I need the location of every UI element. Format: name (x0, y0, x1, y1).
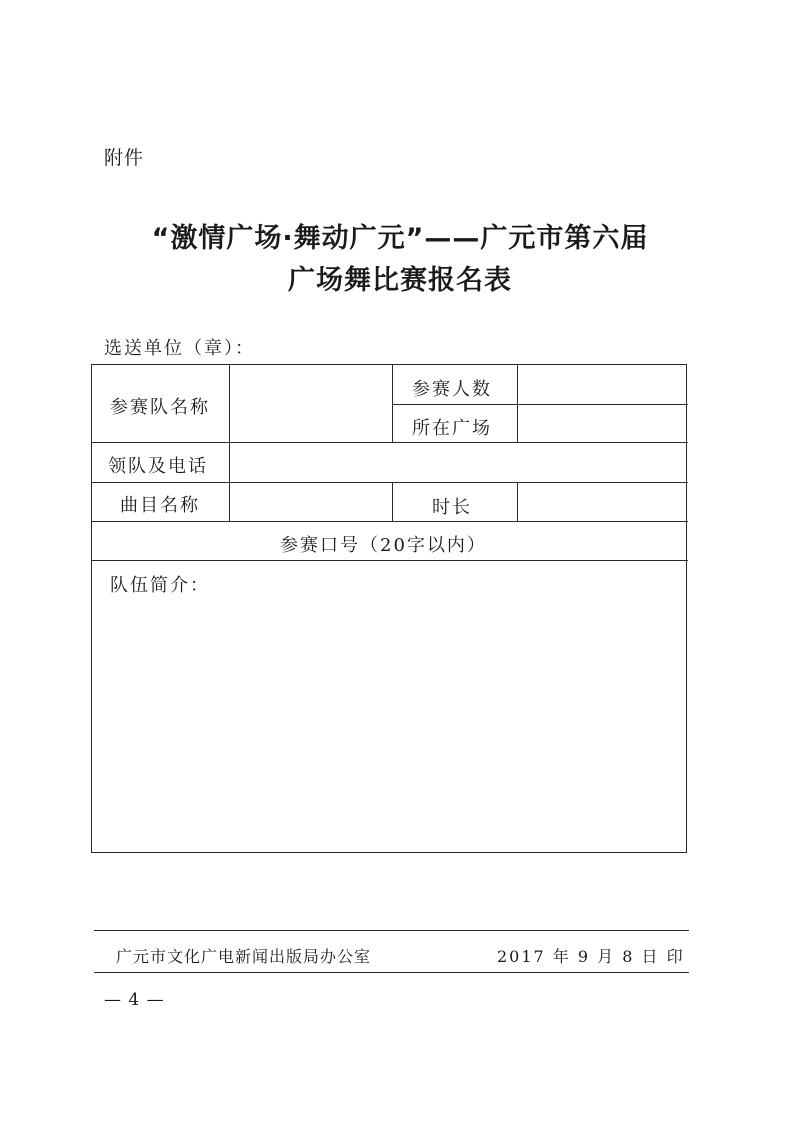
song-name-label: 曲目名称 (120, 495, 200, 516)
team-name-field[interactable] (231, 366, 391, 441)
issuing-office: 广元市文化广电新闻出版局办公室 (116, 947, 372, 966)
leader-phone-label: 领队及电话 (108, 456, 208, 477)
team-name-label: 参赛队名称 (110, 397, 210, 418)
team-intro-field[interactable] (93, 601, 687, 851)
footer-bottom-rule (94, 972, 689, 973)
square-label: 所在广场 (412, 418, 492, 439)
duration-field[interactable] (519, 483, 687, 520)
registration-form-table (91, 364, 687, 853)
document-title-line-2: 广场舞比赛报名表 (288, 265, 512, 296)
column-divider (392, 365, 393, 442)
leader-phone-field[interactable] (231, 443, 687, 481)
column-divider (392, 482, 393, 521)
row-divider (92, 560, 688, 561)
footer-top-rule (94, 930, 689, 931)
print-date: 2017 年 9 月 8 日 印 (497, 947, 685, 966)
duration-label: 时长 (432, 497, 472, 518)
team-intro-label: 队伍简介： (110, 575, 210, 596)
participants-field[interactable] (519, 366, 687, 403)
row-divider (92, 521, 688, 522)
document-title-line-1: “激情广场·舞动广元”——广元市第六届 (151, 223, 649, 254)
submitting-unit-label: 选送单位（章）： (104, 338, 255, 359)
slogan-label: 参赛口号（20字以内） (280, 535, 487, 556)
page-number: — 4 — (104, 990, 165, 1010)
attachment-label: 附件 (104, 147, 145, 169)
square-field[interactable] (519, 405, 687, 441)
song-name-field[interactable] (231, 483, 391, 520)
participants-label: 参赛人数 (412, 379, 492, 400)
